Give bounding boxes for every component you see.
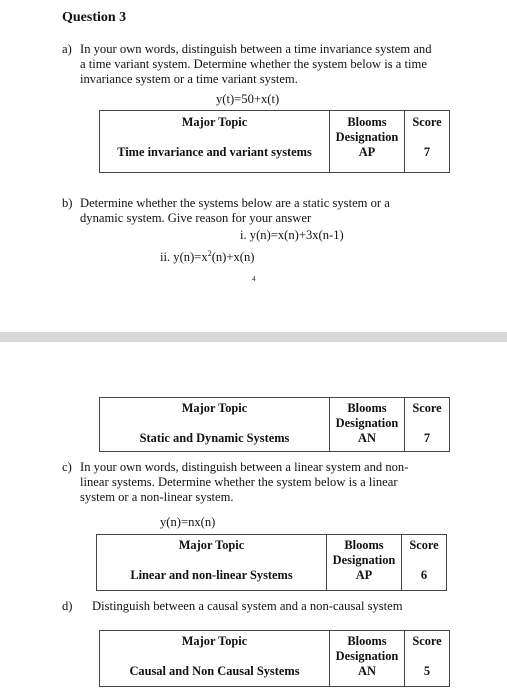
part-d-label: d) [62,599,73,613]
part-c-topic-table [96,534,447,591]
part-b-topic-table [99,397,450,452]
part-b-line: Determine whether the systems below are a static system or a [80,196,390,210]
major-topic-header: Major Topic [181,634,248,648]
blooms-header-designation: Designation [335,649,399,663]
major-topic-header: Major Topic [181,401,248,415]
part-b-text [80,196,390,226]
part-a-text [80,42,432,87]
major-topic-value: Linear and non-linear Systems [130,568,293,582]
score-header: Score [412,634,442,648]
score-value: 5 [423,664,431,678]
blooms-header: Blooms [344,538,384,552]
major-topic-header: Major Topic [181,115,248,129]
part-b-label: b) [62,196,73,210]
part-a-line: a time variant system. Determine whether the system below is a time [80,57,427,71]
blooms-cell [330,398,405,452]
part-c-line: In your own words, distinguish between a linear system and non- [80,460,409,474]
major-topic-cell [97,535,327,591]
part-a-equation: y(t)=50+x(t) [216,92,280,106]
part-b-equation-i: i. y(n)=x(n)+3x(n-1) [240,228,344,242]
score-header: Score [409,538,439,552]
document-page-1 [0,0,507,332]
major-topic-header: Major Topic [178,538,245,552]
score-value: 7 [423,145,431,159]
blooms-header: Blooms [347,401,387,415]
part-c-line: linear systems. Determine whether the system below is a linear [80,475,398,489]
score-header: Score [412,115,442,129]
score-header: Score [412,401,442,415]
major-topic-cell [100,111,330,173]
question-title: Question 3 [62,10,127,25]
eq-ii-exponent: 2 [207,249,212,258]
blooms-cell [330,111,405,173]
blooms-cell [327,535,402,591]
blooms-header-designation: Designation [335,130,399,144]
major-topic-cell [100,398,330,452]
major-topic-cell [100,631,330,687]
page-number: 4 [252,275,256,283]
blooms-header: Blooms [347,115,387,129]
major-topic-value: Static and Dynamic Systems [139,431,290,445]
blooms-value: AP [358,145,376,159]
major-topic-value: Time invariance and variant systems [117,145,312,159]
blooms-header: Blooms [347,634,387,648]
blooms-header-designation: Designation [332,553,396,567]
eq-ii-rest: (n)+x(n) [211,250,255,265]
blooms-header-designation: Designation [335,416,399,430]
score-cell [405,398,450,452]
part-c-line: system or a non-linear system. [80,490,234,504]
score-cell [402,535,447,591]
score-cell [405,111,450,173]
document-page-2 [0,342,507,700]
part-b-line: dynamic system. Give reason for your answer [80,211,312,225]
blooms-value: AP [355,568,373,582]
score-cell [405,631,450,687]
part-d-topic-table [99,630,450,687]
score-value: 6 [420,568,428,582]
part-b-equation-ii [160,249,254,265]
part-c-text [80,460,408,505]
eq-ii-base: ii. y(n)=x [160,250,208,265]
blooms-value: AN [358,431,376,445]
part-a-label: a) [62,42,72,56]
major-topic-value: Causal and Non Causal Systems [129,664,300,678]
blooms-cell [330,631,405,687]
part-c-label: c) [62,460,72,474]
part-a-topic-table [99,110,450,173]
part-c-equation: y(n)=nx(n) [160,515,216,529]
score-value: 7 [423,431,431,445]
part-a-line: In your own words, distinguish between a time invariance system and [80,42,432,56]
part-d-text: Distinguish between a causal system and a non-causal system [92,599,403,613]
blooms-value: AN [358,664,376,678]
part-a-line: invariance system or a time variant system. [80,72,298,86]
